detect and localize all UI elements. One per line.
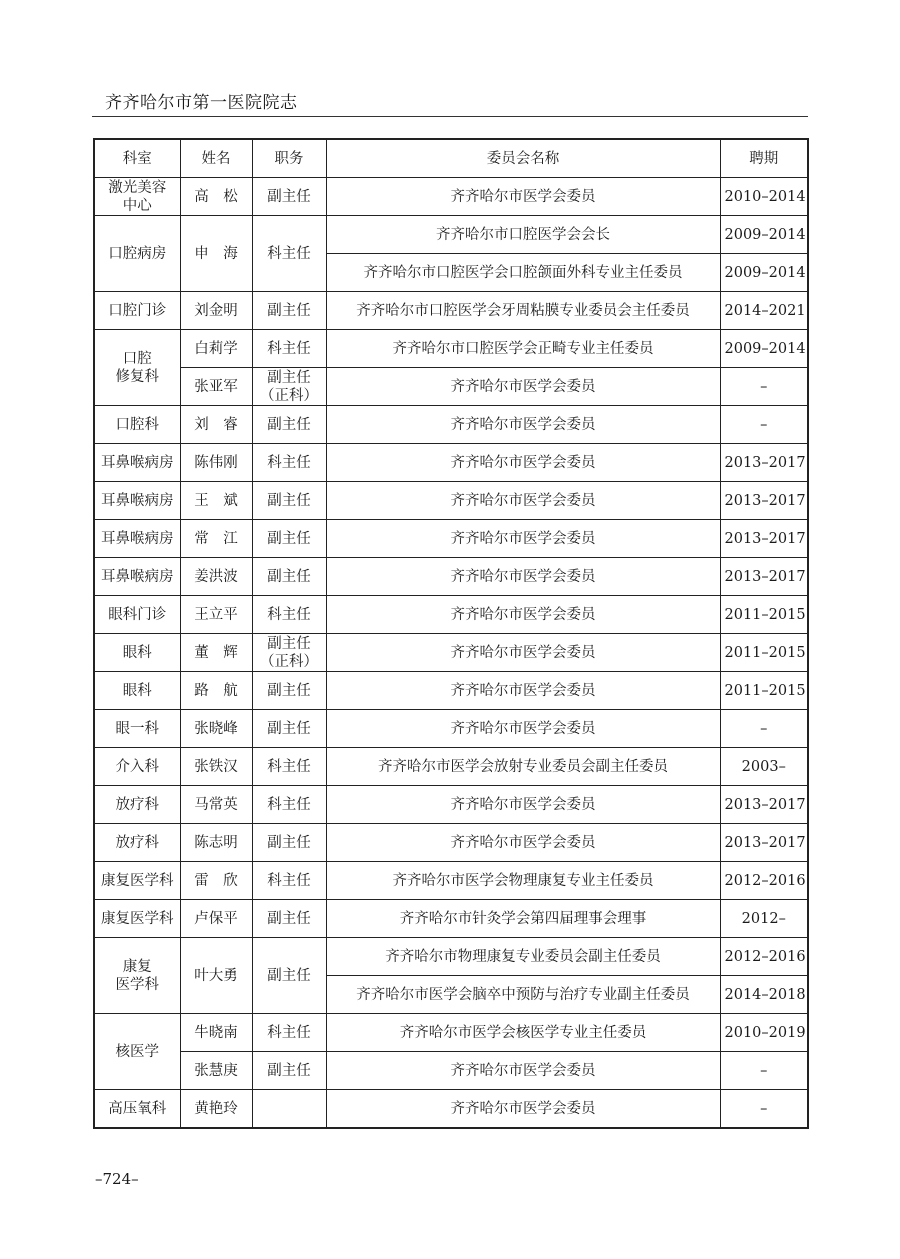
title-cell: 副主任 [252, 672, 326, 710]
title-cell: 科主任 [252, 216, 326, 292]
term-cell: 2010–2014 [720, 178, 808, 216]
name-cell: 张慧庚 [180, 1052, 252, 1090]
name-cell: 雷 欣 [180, 862, 252, 900]
dept-cell [94, 178, 180, 216]
title-cell: 科主任 [252, 330, 326, 368]
term-cell: 2012–2016 [720, 938, 808, 976]
dept-line: 康复 [122, 958, 152, 975]
committee-cell: 齐齐哈尔市医学会委员 [326, 786, 720, 824]
column-header-name: 姓名 [180, 139, 252, 178]
term-cell: 2013–2017 [720, 786, 808, 824]
committee-cell: 齐齐哈尔市医学会委员 [326, 520, 720, 558]
title-cell: 副主任 [252, 178, 326, 216]
name-cell: 高 松 [180, 178, 252, 216]
committee-cell: 齐齐哈尔市医学会委员 [326, 824, 720, 862]
term-cell: 2009–2014 [720, 216, 808, 254]
dept-cell: 口腔病房 [94, 216, 180, 292]
page-number: –724– [95, 1170, 139, 1188]
dept-line: 口腔 [122, 350, 152, 367]
dept-cell: 核医学 [94, 1014, 180, 1090]
term-cell: 2012–2016 [720, 862, 808, 900]
header-rule [92, 116, 808, 117]
name-cell: 叶大勇 [180, 938, 252, 1014]
committee-cell: 齐齐哈尔市针灸学会第四届理事会理事 [326, 900, 720, 938]
table-row [94, 368, 808, 406]
term-cell: 2003– [720, 748, 808, 786]
title-cell: 副主任 [252, 900, 326, 938]
title-cell: 副主任 [252, 406, 326, 444]
dept-line: 激光美容 [108, 179, 167, 196]
table-row [94, 786, 808, 824]
term-cell: – [720, 710, 808, 748]
committee-cell: 齐齐哈尔市医学会委员 [326, 672, 720, 710]
title-cell: 副主任 [252, 558, 326, 596]
dept-line: 修复科 [115, 368, 159, 385]
title-line: 副主任 [267, 635, 311, 652]
table-row [94, 672, 808, 710]
committee-cell: 齐齐哈尔市医学会委员 [326, 634, 720, 672]
name-cell: 张铁汉 [180, 748, 252, 786]
table-row [94, 900, 808, 938]
term-cell: 2013–2017 [720, 558, 808, 596]
dept-line: 医学科 [115, 976, 159, 993]
dept-cell: 耳鼻喉病房 [94, 444, 180, 482]
title-cell: 副主任 [252, 520, 326, 558]
table-row [94, 938, 808, 976]
name-cell: 刘 睿 [180, 406, 252, 444]
table-row [94, 406, 808, 444]
dept-cell: 高压氧科 [94, 1090, 180, 1129]
name-cell: 刘金明 [180, 292, 252, 330]
dept-cell: 康复医学科 [94, 900, 180, 938]
table-row [94, 520, 808, 558]
title-cell: 副主任 [252, 938, 326, 1014]
committee-cell: 齐齐哈尔市医学会委员 [326, 710, 720, 748]
name-cell: 张亚军 [180, 368, 252, 406]
term-cell: 2011–2015 [720, 672, 808, 710]
term-cell: 2011–2015 [720, 634, 808, 672]
term-cell: – [720, 1052, 808, 1090]
committee-cell: 齐齐哈尔市口腔医学会口腔颌面外科专业主任委员 [326, 254, 720, 292]
column-header-title: 职务 [252, 139, 326, 178]
table-row [94, 1014, 808, 1052]
table-row [94, 710, 808, 748]
title-line: （正科） [260, 387, 318, 404]
dept-cell: 眼科 [94, 672, 180, 710]
name-cell: 董 辉 [180, 634, 252, 672]
committee-cell: 齐齐哈尔市医学会委员 [326, 444, 720, 482]
table-row [94, 558, 808, 596]
name-cell: 姜洪波 [180, 558, 252, 596]
title-line: 副主任 [267, 369, 311, 386]
name-cell: 申 海 [180, 216, 252, 292]
column-header-committee: 委员会名称 [326, 139, 720, 178]
committee-cell: 齐齐哈尔市医学会委员 [326, 1090, 720, 1129]
name-cell: 白莉学 [180, 330, 252, 368]
name-cell: 马常英 [180, 786, 252, 824]
committee-cell: 齐齐哈尔市医学会委员 [326, 368, 720, 406]
table-row [94, 748, 808, 786]
table-row [94, 596, 808, 634]
name-cell: 黄艳玲 [180, 1090, 252, 1129]
committee-cell: 齐齐哈尔市医学会放射专业委员会副主任委员 [326, 748, 720, 786]
name-cell: 王 斌 [180, 482, 252, 520]
table-row [94, 444, 808, 482]
dept-cell: 眼一科 [94, 710, 180, 748]
committee-cell: 齐齐哈尔市医学会核医学专业主任委员 [326, 1014, 720, 1052]
dept-cell: 放疗科 [94, 824, 180, 862]
committee-cell: 齐齐哈尔市医学会委员 [326, 482, 720, 520]
dept-cell: 眼科门诊 [94, 596, 180, 634]
dept-cell: 口腔门诊 [94, 292, 180, 330]
title-cell: 副主任 [252, 1052, 326, 1090]
term-cell: 2012– [720, 900, 808, 938]
name-cell: 陈伟刚 [180, 444, 252, 482]
name-cell: 卢保平 [180, 900, 252, 938]
dept-cell: 放疗科 [94, 786, 180, 824]
title-cell: 科主任 [252, 596, 326, 634]
title-cell: 科主任 [252, 1014, 326, 1052]
title-cell [252, 368, 326, 406]
title-cell: 科主任 [252, 748, 326, 786]
committee-cell: 齐齐哈尔市医学会委员 [326, 178, 720, 216]
committee-cell: 齐齐哈尔市医学会委员 [326, 596, 720, 634]
dept-cell: 康复医学科 [94, 862, 180, 900]
dept-cell: 耳鼻喉病房 [94, 482, 180, 520]
title-cell [252, 1090, 326, 1129]
dept-line: 中心 [122, 197, 152, 214]
committee-cell: 齐齐哈尔市医学会委员 [326, 558, 720, 596]
dept-cell: 介入科 [94, 748, 180, 786]
term-cell: – [720, 406, 808, 444]
dept-cell: 耳鼻喉病房 [94, 520, 180, 558]
term-cell: 2013–2017 [720, 482, 808, 520]
term-cell: 2014–2018 [720, 976, 808, 1014]
dept-cell: 耳鼻喉病房 [94, 558, 180, 596]
title-cell: 副主任 [252, 710, 326, 748]
table-row [94, 330, 808, 368]
name-cell: 张晓峰 [180, 710, 252, 748]
term-cell: 2014–2021 [720, 292, 808, 330]
committee-cell: 齐齐哈尔市医学会委员 [326, 406, 720, 444]
table-row [94, 1090, 808, 1129]
book-header-title: 齐齐哈尔市第一医院院志 [105, 93, 298, 113]
table-row [94, 862, 808, 900]
title-cell: 副主任 [252, 482, 326, 520]
title-cell: 科主任 [252, 786, 326, 824]
table-row [94, 1052, 808, 1090]
table-row [94, 634, 808, 672]
dept-cell: 口腔科 [94, 406, 180, 444]
committee-cell: 齐齐哈尔市医学会物理康复专业主任委员 [326, 862, 720, 900]
dept-cell: 眼科 [94, 634, 180, 672]
name-cell: 王立平 [180, 596, 252, 634]
column-header-dept: 科室 [94, 139, 180, 178]
term-cell: 2009–2014 [720, 254, 808, 292]
title-cell: 副主任 [252, 292, 326, 330]
table-row [94, 824, 808, 862]
name-cell: 陈志明 [180, 824, 252, 862]
term-cell: – [720, 1090, 808, 1129]
term-cell: 2011–2015 [720, 596, 808, 634]
title-line: （正科） [260, 653, 318, 670]
name-cell: 牛晓南 [180, 1014, 252, 1052]
name-cell: 路 航 [180, 672, 252, 710]
committee-table [93, 138, 809, 1129]
committee-cell: 齐齐哈尔市口腔医学会正畸专业主任委员 [326, 330, 720, 368]
table-row [94, 178, 808, 216]
title-cell [252, 634, 326, 672]
term-cell: – [720, 368, 808, 406]
dept-cell [94, 938, 180, 1014]
dept-cell [94, 330, 180, 406]
term-cell: 2013–2017 [720, 520, 808, 558]
committee-cell: 齐齐哈尔市口腔医学会牙周粘膜专业委员会主任委员 [326, 292, 720, 330]
committee-cell: 齐齐哈尔市物理康复专业委员会副主任委员 [326, 938, 720, 976]
table-row [94, 216, 808, 254]
committee-cell: 齐齐哈尔市医学会脑卒中预防与治疗专业副主任委员 [326, 976, 720, 1014]
committee-cell: 齐齐哈尔市口腔医学会会长 [326, 216, 720, 254]
column-header-term: 聘期 [720, 139, 808, 178]
title-cell: 科主任 [252, 862, 326, 900]
term-cell: 2010–2019 [720, 1014, 808, 1052]
table-header-row [94, 139, 808, 178]
committee-cell: 齐齐哈尔市医学会委员 [326, 1052, 720, 1090]
title-cell: 科主任 [252, 444, 326, 482]
title-cell: 副主任 [252, 824, 326, 862]
name-cell: 常 江 [180, 520, 252, 558]
term-cell: 2013–2017 [720, 824, 808, 862]
term-cell: 2009–2014 [720, 330, 808, 368]
table-row [94, 482, 808, 520]
term-cell: 2013–2017 [720, 444, 808, 482]
table-row [94, 292, 808, 330]
